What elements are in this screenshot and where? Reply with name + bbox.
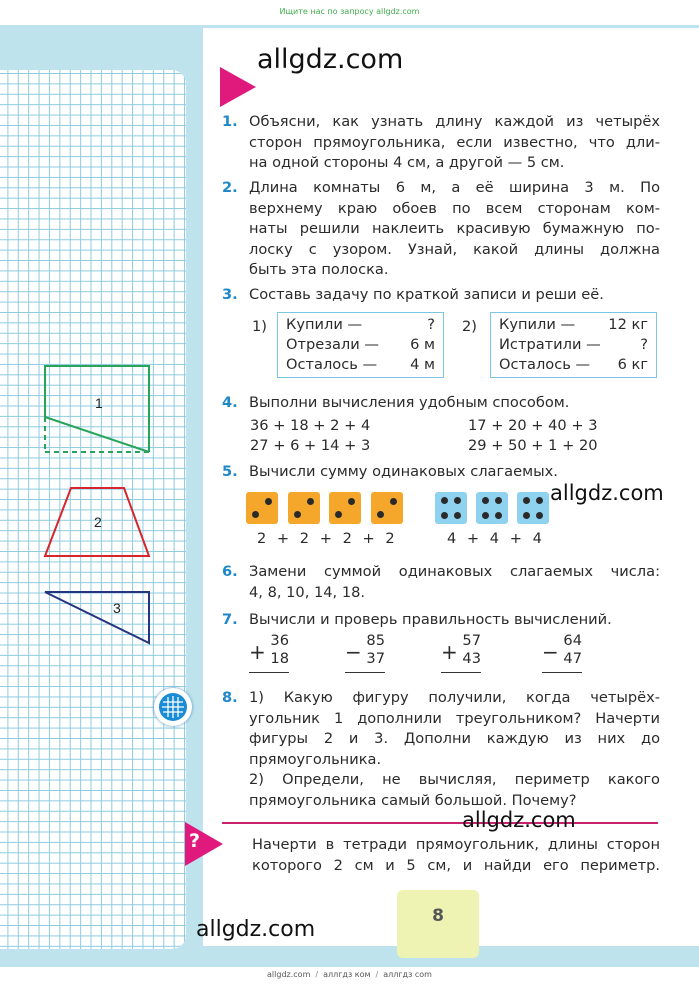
- task-line: Вычисли сумму одинаковых слагаемых.: [249, 463, 558, 480]
- task-line: Длина комнаты 6 м, а её ширина 3 м. По: [249, 179, 660, 196]
- task-1: [222, 112, 660, 174]
- task-line: на одной стороны 4 см, а другой — 5 см.: [249, 154, 565, 171]
- note-value: 12 кг: [608, 316, 648, 333]
- task-line: наты решили наклеить красивую бумажную по-: [249, 220, 660, 237]
- die-four-icon: [517, 492, 549, 524]
- globe-icon: [159, 693, 187, 721]
- box-1-tag: 1): [252, 318, 267, 335]
- box-2-tag: 2): [462, 318, 477, 335]
- note-label: Купили —: [286, 316, 363, 333]
- column-op: −: [542, 640, 559, 664]
- task-3: [222, 285, 660, 306]
- watermark-item: allgdz.com: [267, 970, 311, 979]
- die-dot: [536, 497, 543, 504]
- task-number: 1.: [222, 113, 238, 130]
- die-two-icon: [246, 492, 278, 524]
- task-line: лоску с узором. Узнай, какой длины должна: [249, 240, 660, 258]
- task-number: 3.: [222, 286, 238, 303]
- task-line: Замени суммой одинаковых слагаемых числа:: [249, 563, 660, 580]
- task-8: [222, 688, 660, 811]
- task-number: 5.: [222, 463, 238, 480]
- die-two-icon: [371, 492, 403, 524]
- expr-4: 29 + 50 + 1 + 20: [468, 437, 598, 454]
- note-label: Отрезали —: [286, 336, 379, 353]
- column-calc-4: [552, 632, 582, 668]
- site-label: allgdz.com: [550, 481, 664, 505]
- figure-1: [45, 366, 149, 452]
- figure-2-label: 2: [94, 514, 102, 530]
- column-op: −: [345, 640, 362, 664]
- page-number: 8: [397, 890, 479, 958]
- task-5: [222, 462, 660, 483]
- die-dot: [523, 497, 530, 504]
- column-calc-1: [259, 632, 289, 668]
- column-calc-3: [451, 632, 481, 668]
- column-bottom: 37: [366, 650, 385, 667]
- note-value: 6 м: [410, 336, 435, 353]
- column-op: +: [441, 640, 458, 664]
- expr-1: 36 + 18 + 2 + 4: [250, 417, 371, 434]
- column-op: +: [249, 640, 266, 664]
- task-line: угольник 1 дополнили треугольником? Начерти: [249, 709, 660, 727]
- task-line: Объясни, как узнать длину каждой из четырёх: [249, 113, 660, 130]
- task-line: Начерти в тетради прямоугольник, длины сторон: [252, 836, 660, 853]
- die-dot: [348, 498, 355, 505]
- die-two-icon: [329, 492, 361, 524]
- task-2: [222, 178, 660, 281]
- expr-2: 17 + 20 + 40 + 3: [468, 417, 598, 434]
- task-line: 4, 8, 10, 14, 18.: [249, 583, 366, 601]
- watermark-bottom: allgdz.com / аллгдз ком / аллгдз com: [267, 970, 432, 979]
- section-divider: [222, 822, 658, 824]
- task-6: [222, 562, 660, 603]
- task-line: Выполни вычисления удобным способом.: [249, 394, 570, 411]
- note-label: Осталось —: [286, 356, 378, 373]
- die-dot: [265, 498, 272, 505]
- column-bottom: 47: [563, 650, 582, 667]
- die-four-icon: [435, 492, 467, 524]
- task-line: быть эта полоска.: [249, 261, 389, 278]
- note-label: Купили —: [499, 316, 576, 333]
- task-4: [222, 393, 660, 414]
- task-line: Составь задачу по краткой записи и реши её.: [249, 286, 604, 303]
- note-value: ?: [640, 336, 648, 353]
- note-label: Осталось —: [499, 356, 591, 373]
- note-value: 6 кг: [617, 356, 648, 373]
- task-line: фигуры 2 и 3. Дополни каждую из них до: [249, 730, 660, 747]
- note-label: Истратили —: [499, 336, 601, 353]
- task-line: которого 2 см и 5 см, и найди его периметр.: [252, 856, 660, 874]
- sum-expression-1: 2 + 2 + 2 + 2: [257, 530, 395, 547]
- die-dot: [252, 511, 259, 518]
- site-label: allgdz.com: [257, 44, 404, 75]
- die-dot: [495, 512, 502, 519]
- question-task: [222, 835, 660, 876]
- question-mark: ?: [189, 830, 201, 852]
- figures-svg: [0, 0, 200, 700]
- die-dot: [441, 512, 448, 519]
- column-top: 36: [270, 632, 289, 649]
- play-triangle-icon: [220, 67, 256, 107]
- column-underline: [249, 672, 289, 673]
- die-dot: [377, 511, 384, 518]
- die-dot: [454, 512, 461, 519]
- task-number: 8.: [222, 689, 238, 706]
- column-top: 64: [563, 632, 582, 649]
- task-line: верхнему краю обоев по всем сторонам ком-: [249, 199, 660, 217]
- column-bottom: 43: [462, 650, 481, 667]
- task-number: 2.: [222, 179, 238, 196]
- task-7: [222, 610, 660, 631]
- task-line: 1) Какую фигуру получили, когда четырёх-: [249, 689, 660, 706]
- column-calc-2: [355, 632, 385, 668]
- die-dot: [523, 512, 530, 519]
- die-dot: [482, 512, 489, 519]
- figure-3-label: 3: [113, 600, 121, 616]
- short-note-box-2: [490, 312, 657, 378]
- task-line: прямоугольника самый большой. Почему?: [249, 791, 577, 809]
- task-line: прямоугольника.: [249, 750, 382, 768]
- column-top: 57: [462, 632, 481, 649]
- task-line: 2) Определи, не вычисляя, периметр какого: [249, 771, 660, 788]
- die-dot: [294, 511, 301, 518]
- site-label: allgdz.com: [462, 808, 576, 832]
- die-dot: [441, 497, 448, 504]
- column-bottom: 18: [270, 650, 289, 667]
- task-line: сторон прямоугольника, если известно, что дли-: [249, 133, 660, 151]
- task-number: 6.: [222, 563, 238, 580]
- note-value: ?: [427, 316, 435, 333]
- die-dot: [335, 511, 342, 518]
- column-underline: [542, 672, 582, 673]
- task-number: 4.: [222, 394, 238, 411]
- watermark-item: аллгдз com: [383, 970, 432, 979]
- column-underline: [441, 672, 481, 673]
- watermark-item: аллгдз ком: [323, 970, 371, 979]
- figure-1-label: 1: [95, 395, 103, 411]
- task-line: Вычисли и проверь правильность вычислений.: [249, 611, 612, 628]
- die-four-icon: [476, 492, 508, 524]
- watermark-top: Ищите нас по запросу allgdz.com: [279, 7, 420, 16]
- column-top: 85: [366, 632, 385, 649]
- task-number: 7.: [222, 611, 238, 628]
- sum-expression-2: 4 + 4 + 4: [447, 530, 542, 547]
- short-note-box-1: [277, 312, 444, 378]
- figure-2: [45, 488, 149, 556]
- die-dot: [307, 498, 314, 505]
- expr-3: 27 + 6 + 14 + 3: [250, 437, 371, 454]
- site-label: allgdz.com: [196, 917, 316, 942]
- die-dot: [390, 498, 397, 505]
- die-dot: [454, 497, 461, 504]
- column-underline: [345, 672, 385, 673]
- die-dot: [495, 497, 502, 504]
- figure-3: [45, 592, 149, 643]
- note-value: 4 м: [410, 356, 435, 373]
- die-two-icon: [288, 492, 320, 524]
- die-dot: [536, 512, 543, 519]
- die-dot: [482, 497, 489, 504]
